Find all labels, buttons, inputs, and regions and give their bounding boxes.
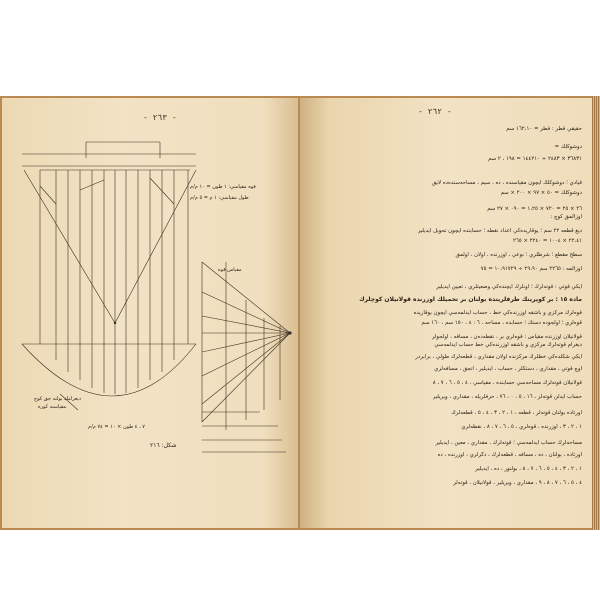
right-text-line: قيادي ؛ دوشوكلك ايچون مقياسنده ، ده ، سيم ، مساحه‌سنده‌ده لايق: [432, 180, 582, 186]
right-text-line: اورتاده بولنان قوته‌لر ، قطعه ، ١ ، ٢ ، ٣ ، ٤ ، ٥ ، قطعه‌لرك: [451, 410, 582, 416]
right-text-line: ايكي شكلده‌كي خطلرك مركزنده اولان مقداري ، قطعه‌لرك طولي ، برابردر: [415, 354, 582, 360]
bottom-scale-note: ٧ ، ٤ طون × ١٠ = ٧٤ م/م: [88, 424, 145, 430]
right-text-line: ٤ ، ٥ ، ٦ ، ٧ ، ٨ ، ٩ ، مقداري ، ويريلير ، قولانيلان ، قوته‌لر: [453, 480, 582, 486]
right-text-line: اوزالمق كوچ :: [550, 214, 582, 220]
right-text-line: حساب ايدلن قوته‌لر ، ١٦ ، ٥ ، ٠ ، ٧٦ ، حرفلريله ، مقداري ، ويريلير: [432, 394, 582, 400]
right-page-number: - ٢٦٢ -: [418, 107, 452, 116]
right-text-line: سطح مقطع ؛ شرطلري ؛ نوعي ، اوزرنده ، اولان ، اولمق: [455, 252, 582, 258]
figure-caption: شكل: ٢١٦: [150, 442, 177, 449]
right-text-line: اوزالمه : ٢٢٦٥ سم ٢٩،٩٠ ÷ ١٠،٩١٧٢٩ = ٧٥: [480, 266, 582, 272]
legend-force-scale: قوه مقياسي: ١ طون = ١٠ م/م: [190, 184, 256, 190]
right-text-line: حقيقي قطر : قطر = ١٦٢،١٠ سم: [506, 126, 582, 132]
legend-length-scale: طول مقياسي: ١ م = ٥ م/م: [190, 195, 249, 201]
right-text-line: قوه‌لرك مركزي و باشقه اوزرنده‌كي خط ، حساب ايدلمه‌سي ايچون يوقاريده: [413, 310, 582, 316]
right-text-line: دوشوكلك =: [554, 144, 582, 150]
note-left-2: مقياسنه كوره: [38, 404, 67, 410]
right-text-line: مساحه‌لرك حساب ايدلمه‌سي ؛ قوته‌لرك ، مقداري ، معين ، ايديلير: [435, 440, 582, 446]
right-text-line: ٣٦٨٣١ × ٢٤٨٣ ÷ ١٤٤٢١٠ = ١٩٨ ، ٢ سم: [488, 156, 582, 162]
right-text-line: اوچ قوتي ، مقداري ، دستكلر ، حساب ، ايديلير ، آنجق ، مسافه‌لري: [434, 366, 582, 372]
right-text-line: قولانيلان قوته‌لرك مساحه‌سي حسابنده ، مقياسي ، ٤ ، ٥ ، ٦ ، ٧ ، ٨: [432, 380, 582, 386]
right-text-line: ديغ قطعه ٢٢ سم ؛ يوقاريده‌كي اعداد نقطه ؛ حسابنده ايچون تحويل ايديلير: [417, 228, 582, 234]
right-text-line: ١ ، ٢ ، ٣ ، اوزرنده ، قوه‌لري ، ٥ ، ٦ ، ٧ ، ٨ ، نقطه‌لري: [461, 424, 582, 430]
force-scale-label: مقياس قوه: [218, 267, 242, 273]
right-text-line: ٢٦ × ٢٥ = ٧٢٠ × ١،٢٥ = ٠٩٠ × ٢٧ سم: [487, 206, 582, 212]
right-text-line: ايكي قوتي : قوته‌لرك ؛ اونلرك ايچنده‌كي وضعيتلري ، تعيين ايديلير: [436, 284, 582, 290]
right-text-line: ١ ، ٢ ، ٣ ، ٤ ، ٥ ، ٦ ، ٧ ، ٨ ، بولنور ، ده ، ايديلير: [475, 466, 582, 472]
right-text-line: ديغرام قوته‌لرك مركزي و باشقه اوزرنده‌كي خط حساب ايدلمه‌سي: [434, 342, 582, 348]
right-text-line: قوه‌لري ؛ اولجوده دستك ؛ حسابده ، مساحه ، ٦ : ٤ ، ١٥٠ سم ، ١٦٠ سم: [421, 320, 582, 326]
left-page-number: - ٢٦٣ -: [143, 113, 177, 122]
note-left-1: ديغرامك بولنه جق كوچ: [34, 396, 81, 402]
right-text-line: قولانيلان اوزرنده مقياس : قوه‌لري بر ، نقطه‌ده‌ن ، مسافه ، اولجولر: [431, 334, 582, 340]
right-text-line: ماده ١٥ : بر كوپرينك طرفلرينده بولنان بر تحميلك اوزرنده قولانيلان كوچلرك: [359, 296, 582, 303]
right-text-line: اورتاده ، بولنان ، ده ، مسافه ، قطعه‌لرك ، دگرلري ، اوزرنده ، ده: [437, 452, 582, 458]
right-text-line: دوشوكلك = ٥٠ × ٩٧ × ٢٠٠ × سم: [500, 190, 582, 196]
right-text-line: ٢٢،٤١ × ١٠٠٤ = ٢٢٤٠ × ٢٦٥: [512, 238, 582, 244]
